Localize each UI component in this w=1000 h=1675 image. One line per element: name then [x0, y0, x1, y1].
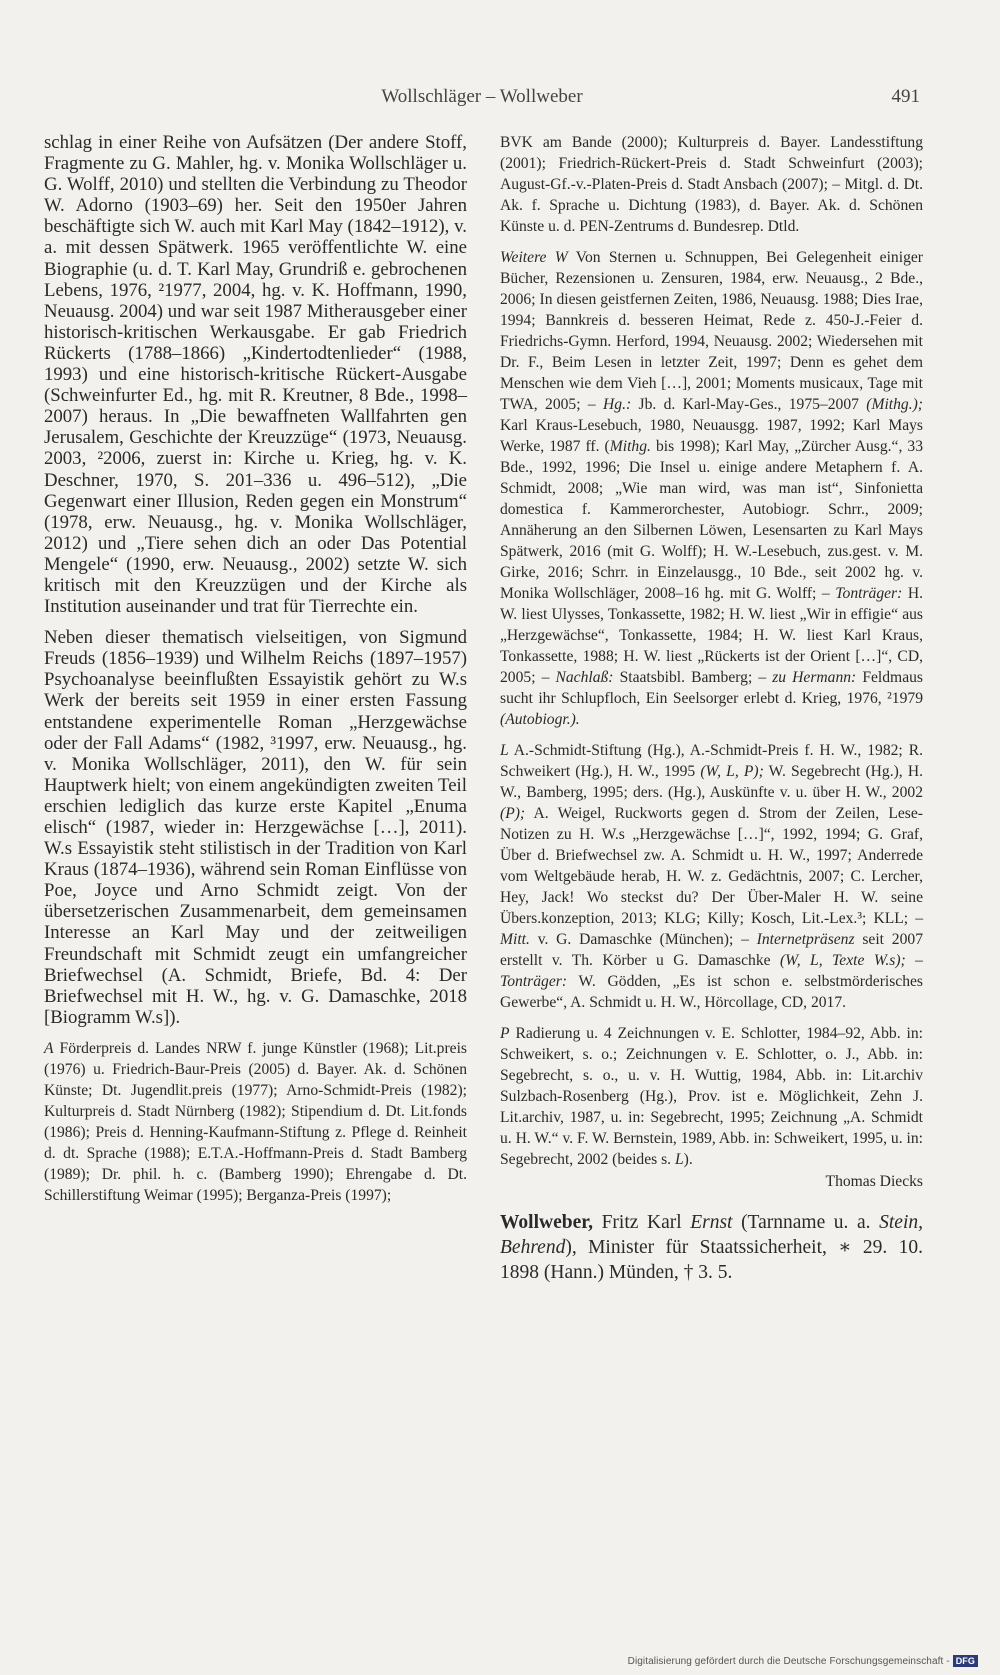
- body-paragraph-1: schlag in einer Reihe von Aufsätzen (Der andere Stoff, Fragmente zu G. Mahler, hg. v. Monika Wollschläger u. G. Wolff, 2010) und stellten die Verbindung zu Theodor W. Adorno (1903–69) her. Seit den 1950er Jahren beschäftigte sich W. auch mit Karl May (1842–1912), v. a. mit dessen Spätwerk. 1965 veröffentlichte W. eine Biographie (u. d. T. Karl May, Grundriß e. gebrochenen Lebens, 1976, ²1977, 2004, hg. v. K. Hoffmann, 1990, Neuausg. 2004) und war seit 1987 Mitherausgeber einer historisch-kritischen Werkausgabe. Er gab Friedrich Rückerts (1788–1866) „Kindertodtenlieder“ (1988, 1993) und eine historisch-kritische Rückert-Ausgabe (Schweinfurter Ed., hg. mit R. Kreutner, 8 Bde., 1998–2007) heraus. In „Die bewaffneten Wallfahrten gen Jerusalem, Geschichte der Kreuzzüge“ (1973, Neuausg. 2003, ²2006, zuerst in: Kirche u. Krieg, hg. v. K. Deschner, 1970, S. 201–336 u. 496–512), „Die Gegenwart einer Illusion, Reden gegen ein Monstrum“ (1978, erw. Neuausg., hg. v. Monika Wollschläger, 2012) und „Tiere sehen dich an oder Das Potential Mengele“ (1990, erw. Neuausg., 2002) setzte W. sich kritisch mit den Kreuzzügen und der Kirche als Institution auseinander und trat für Tierrechte ein.: [44, 132, 467, 618]
- portrait-section: P Radierung u. 4 Zeichnungen v. E. Schlotter, 1984–92, Abb. in: Schweikert, s. o.; Zeichnungen v. E. Schlotter, o. J., Abb. in: Segebrecht, s. o., u. v. H. Wuttig, 1984, Abb. in: Lit.archiv Sulzbach-Rosenberg (Hg.), Prov. ist e. Möglichkeit, Zehn J. Lit.archiv, 1987, u. in: Segebrecht, 1995; Zeichnung „A. Schmidt u. H. W.“ v. F. W. Bernstein, 1989, Abb. in: Schweikert, 1995, u. in: Segebrecht, 2002 (beides s. L).: [500, 1025, 923, 1168]
- author-signature: Thomas Diecks: [825, 1173, 923, 1190]
- page-number: 491: [891, 86, 920, 107]
- awards-text: Förderpreis d. Landes NRW f. junge Künstler (1968); Lit.preis (1976) u. Friedrich-Baur-Preis (2005) d. Bayer. Ak. d. Schönen Künste; Dt. Jugendlit.preis (1977); Arno-Schmidt-Preis (1982); Kulturpreis d. Stadt Nürnberg (1982); Stipendium d. Dt. Lit.fonds (1986); Preis d. Henning-Kaufmann-Stiftung z. Pflege d. Reinheit d. dt. Sprache (1988); E.T.A.-Hoffmann-Preis d. Stadt Bamberg (1989); Dr. phil. h. c. (Bamberg 1990); Ehrengabe d. Dt. Schillerstiftung Weimar (1995); Berganza-Preis (1997);: [44, 1039, 467, 1204]
- right-column: [500, 132, 923, 1285]
- literature-label: L: [500, 742, 509, 759]
- awards-continuation: BVK am Bande (2000); Kulturpreis d. Bayer. Landesstiftung (2001); Friedrich-Rückert-Preis d. Stadt Schweinfurt (2003); August-Gf.-v.-Platen-Preis d. Stadt Ansbach (2007); – Mitgl. d. Dt. Ak. f. Sprache u. Dichtung (1983), d. Bayer. Ak. d. Schönen Künste u. d. PEN-Zentrums d. Bundesrep. Dtld.: [500, 134, 923, 235]
- portrait-label: P: [500, 1025, 510, 1042]
- literature-section: L A.-Schmidt-Stiftung (Hg.), A.-Schmidt-Preis f. H. W., 1982; R. Schweikert (Hg.), H. W., 1995 (W, L, P); W. Segebrecht (Hg.), H. W., Bamberg, 1995; ders. (Hg.), Auskünfte v. u. über H. W., 2002 (P); A. Weigel, Ruckworts gegen d. Strom der Zeilen, Lese-Notizen zu H. W.s „Herzgewächse […]“, 1992, 1994; G. Graf, Über d. Briefwechsel zw. A. Schmidt u. H. W., 1997; Anderrede vom Weltgebäude herab, H. W. z. Gedächtnis, 2007; C. Lercher, Hey, Jack! Wo steckst du? Der Über-Maler H. W. seine Übers.konzeption, 2013; KLG; Killy; Kosch, Lit.-Lex.³; KLL; – Mitt. v. G. Damaschke (München); – Internetpräsenz seit 2007 erstellt v. Th. Körber u G. Damaschke (W, L, Texte W.s); – Tonträger: W. Gödden, „Es ist schon e. selbstmörderisches Gewerbe“, A. Schmidt u. H. W., Hörcollage, CD, 2017.: [500, 742, 924, 1011]
- awards-label: A: [44, 1039, 54, 1057]
- dfg-logo: DFG: [953, 1655, 978, 1667]
- left-column: [44, 132, 467, 1206]
- running-title: Wollschläger – Wollweber: [381, 86, 583, 107]
- entry-headword: Wollweber,: [500, 1212, 593, 1233]
- next-entry: Wollweber, Fritz Karl Ernst (Tarnname u. a. Stein, Behrend), Minister für Staatssicherheit, ∗ 29. 10. 1898 (Hann.) Münden, † 3. 5.: [500, 1212, 923, 1283]
- works-label: Weitere W: [500, 249, 568, 266]
- funding-credit-text: Digitalisierung gefördert durch die Deutsche Forschungsgemeinschaft -: [627, 1656, 950, 1667]
- awards-section: [44, 1038, 467, 1206]
- body-paragraph-2: Neben dieser thematisch vielseitigen, von Sigmund Freuds (1856–1939) und Wilhelm Reichs (1897–1957) Psychoanalyse beeinflußten Essayistik gehört zu W.s Werk der bereits seit 1959 in einer ersten Fassung entstandene experimentelle Roman „Herzgewächse oder der Fall Adams“ (1982, ³1997, erw. Neuausg., hg. v. Monika Wollschläger, 2011), den W. für sein Hauptwerk hielt; von einem angekündigten zweiten Teil erschien lediglich das kurze erste Kapitel „Enuma elisch“ (1987, wieder in: Herzgewächse […], 2011). W.s Essayistik steht stilistisch in der Tradition von Karl Kraus (1874–1936), während sein Roman Einflüsse von Poe, Joyce und Arno Schmidt zeigt. Von der übersetzerischen Zusammenarbeit, dem gemeinsamen Interesse an Karl May und der zeitweiligen Freundschaft mit Schmidt zeugt ein umfangreicher Briefwechsel (A. Schmidt, Briefe, Bd. 4: Der Briefwechsel mit H. W., hg. v. G. Damaschke, 2018 [Biogramm W.s]).: [44, 627, 467, 1028]
- funding-credit: [628, 1655, 978, 1667]
- running-header: [44, 86, 920, 116]
- works-section: Weitere W Von Sternen u. Schnuppen, Bei Gelegenheit einiger Bücher, Rezensionen u. Zensuren, 1984, erw. Neuausg., 2 Bde., 2006; In diesen geistfernen Zeiten, 1986, Neuausg. 1988; Dies Irae, 1994; Bannkreis d. besseren Heimat, Rede z. 450-J.-Feier d. Friedrichs-Gymn. Herford, 1994, Neuausg. 2002; Wiedersehen mit Dr. F., Beim Lesen in letzter Zeit, 1997; Denn es gehet dem Menschen wie dem Vieh […], 2001; Moments musicaux, Tage mit TWA, 2005; – Hg.: Jb. d. Karl-May-Ges., 1975–2007 (Mithg.); Karl Kraus-Lesebuch, 1980, Neuausgg. 1987, 1992; Karl Mays Werke, 1987 ff. (Mithg. bis 1998); Karl May, „Zürcher Ausg.“, 33 Bde., 1992, 1996; Die Insel u. einige andere Metaphern f. A. Schmidt, 2008; „Wie man wird, was man ist“, Sinfonietta domestica f. Kammerorchester, Autobiogr. Schrr., 2009; Annäherung an den Silbernen Löwen, Lesensarten zu Karl Mays Spätwerk, 2016 (mit G. Wolff); H. W.-Lesebuch, zus.gest. v. M. Girke, 2016; Schrr. in Einzelausgg., 10 Bde., seit 2002 hg. v. Monika Wollschläger, 2008–16 hg. mit G. Wolff; – Tonträger: H. W. liest Ulysses, Tonkassette, 1982; H. W. liest „Wir in effigie“ aus „Herzgewächse“, Tonkassette, 1984; H. W. liest Karl Kraus, Tonkassette, 1988; H. W. liest „Rückerts ist der Orient […]“, CD, 2005; – Nachlaß: Staatsbibl. Bamberg; – zu Hermann: Feldmaus sucht ihr Schlupfloch, Ein Seelsorger erlebt d. Krieg, 1976, ²1979 (Autobiogr.).: [500, 249, 923, 728]
